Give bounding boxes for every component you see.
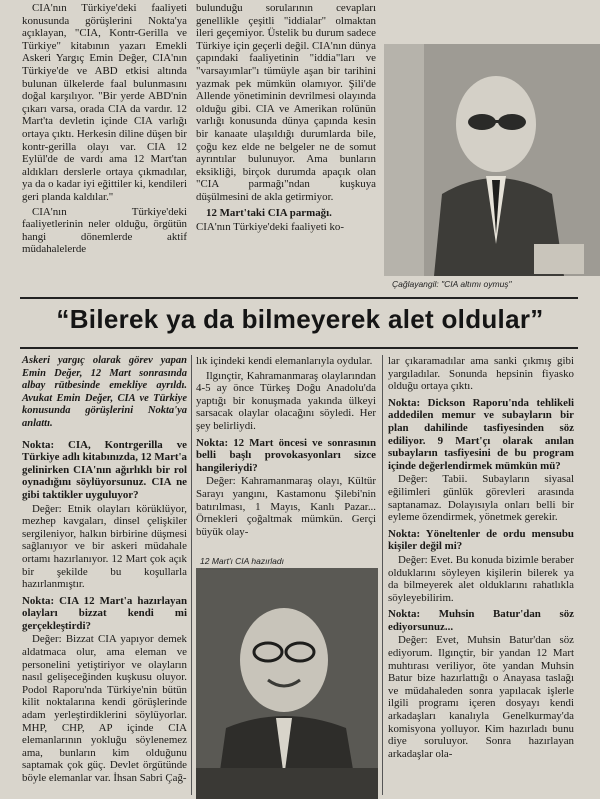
- bottom-column-1: [22, 355, 187, 787]
- question: Nokta: Muhsin Batur'dan söz ediyorsunuz...: [388, 608, 574, 633]
- top-col1-para: CIA'nın Türkiye'deki faaliyetlerinin neler olduğu, örgütün hangi dönemlerde aktif müdahalelerde: [22, 205, 187, 256]
- bottom-column-2: [196, 355, 376, 540]
- answer: Ilgınçtir, Kahramanmaraş olaylarından 4-5 ay önce Türkeş Doğu Anadolu'da yaptığı bir konuşmada yakında ülkeyi sarsacak olaylar olacağını söyledi. Her şey belirliydi.: [196, 369, 376, 432]
- bottom-column-3: [388, 355, 574, 762]
- answer: Değer: Tabii. Subayların siyasal eğilimleri günlük görevleri arasında saptanamaz. Dolayısıyla onları belli bir eylemе özendirmek, yönetmek gerekir.: [388, 473, 574, 524]
- top-col2-para: bulunduğu sorularının cevapları genellikle çeşitli "iddialar" olmaktan ileri geçemiyor. Üstelik bu durum sadece Türkiye için geçerli değil. CIA'nın dünya çapındaki faaliyetinin "iddia"ları ve "varsayımlar"ı tümüyle aşan bir tarihini yazmak pek mümkün olamıyor. Şili'de Allende yönetiminin devrilmesi olayında olduğu gibi. CIA ve Amerikan rolünün varlığı konusunda dünya çapında kesin bir kanaate ulaşıldığı durumlarda bile, çoğu kez elde ne belgeler ne de somut ayrıntılar bulunuyor. Ama bunların eksikliği, birçok durumda apaçık olan "CIA parmağı"ndan kuşkuya düşülmesini de akla getirmiyor.: [196, 2, 376, 203]
- question: Nokta: 12 Mart öncesi ve sonrasının belli başlı provokasyonları sizce hangileriydi?: [196, 436, 376, 474]
- top-col2-tail: CIA'nın Türkiye'deki faaliyeti ko-: [196, 221, 344, 234]
- portrait-photo-caglayangil: [384, 44, 600, 276]
- answer: lar çıkaramadılar ama sanki çıkmış gibi yargıladılar. Sonunda hepsinin fiyasko olduğu ortaya çıktı.: [388, 355, 574, 393]
- top-col2-subhead: 12 Mart'taki CIA parmağı.: [206, 206, 332, 219]
- portrait-image: [384, 44, 600, 276]
- answer: Değer: Etnik olayları körüklüyor, mezhep kavgaları, dinsel çelişkiler sergileniyor, halkın birbirine düşmesi sağlanıyor ve bir askeri müdahale ortamı hazırlanıyor. 12 Mart çok açık bir şekilde bu koşullarla hazırlanmıştır.: [22, 502, 187, 591]
- question: Nokta: Dickson Raporu'nda tehlikeli addedilen memur ve subayların bir plan dahilinde tasfiyesinden söz ediliyor. 9 Mart'çı olarak anılan subayların tasfiyesini de bu program içinde değerlendirmek mümkün mü?: [388, 396, 574, 472]
- top-column-2: [196, 2, 376, 236]
- top-column-1: [22, 2, 187, 258]
- photo-caption-emin-deger: 12 Mart'ı CIA hazırladı: [200, 556, 284, 566]
- lead-paragraph: Askeri yargıç olarak görev yapan Emin Değer, 12 Mart sonrasında albay rütbesinde emekliye ayrıldı. Avukat Emin Değer, CIA ve Türkiye konusunda görüşlerini Nokta'ya anlattı.: [22, 355, 187, 429]
- question: Nokta: Yöneltenler de ordu mensubu kişiler değil mi?: [388, 527, 574, 553]
- article-headline: “Bilerek ya da bilmeyerek alet oldular”: [56, 304, 544, 334]
- portrait-caption: Çağlayangil: "CIA altımı oymuş": [392, 279, 512, 289]
- answer: Değer: Evet, Muhsin Batur'dan söz ediyorum. Ilgınçtir, bir yandan 12 Mart muhtırası veriliyor, öte yandan Muhsin Batur bize hazırlattığı o Anayasa taslağı ve müdahaleden sonra yapılacak işlerle ilgili programı içeren dosyayı kendi arkadaşları kanalıyla Genelkurmay'da komisyona yolluyor. Kim hazırladı bunu diye soruluyor. Sonra hazırlayan arkadaşlar ola-: [388, 634, 574, 760]
- portrait-image: [196, 568, 378, 799]
- question: Nokta: CIA 12 Mart'a hazırlayan olayları bizzat kendi mi gerçekleştirdi?: [22, 594, 187, 632]
- column-divider: [191, 355, 192, 795]
- question: Nokta: CIA, Kontrgerilla ve Türkiye adlı kitabınızda, 12 Mart'a gelinirken CIA'nın ağırlıklı bir rol oynadığını söylüyorsunuz. CIA ne gibi taktikler uyguluyor?: [22, 438, 187, 501]
- portrait-photo-emin-deger: [196, 568, 378, 799]
- column-divider: [382, 355, 383, 795]
- answer: lık içindeki kendi elemanlarıyla oydular.: [196, 355, 373, 367]
- answer: Değer: Bizzat CIA yapıyor demek aldatmaca olur, ama eleman ve personelini yetiştiriyor ve olayların nasıl gelişeceğinden kuşkusu oluyor. Podol Raporu'nda Türkiye'nin bütün kilit noktalarına kendi görüşlerinde adam yerleştirdiklerini söylüyorlar. MHP, CHP, AP içinde CIA elemanlarının yokluğu söylenemez ama, bunların kim olduğunu saptamak çok güç. Devlet örgütünde böyle elemanlar var. İhsan Sabri Çağ-: [22, 633, 187, 784]
- answer: Değer: Kahramanmaraş olayı, Kültür Sarayı yangını, Kastamonu Şilebi'nin batırılması, 1 Mayıs, Kanlı Pazar... Örnekleri çoğaltmak mümkün. Gerçi büyük olay-: [196, 475, 376, 538]
- answer: Değer: Evet. Bu konuda bizimle beraber olduklarını söyleyen kişilerin bilerek ya da bilmeyerek alet olduklarını rahatlıkla söyleyebilirim.: [388, 553, 574, 604]
- top-col1-para: CIA'nın Türkiye'deki faaliyeti konusunda görüşlerini Nokta'ya açıklayan, "CIA, Kontr-Gerilla ve Türkiye" kitabının yazarı Emekli Askeri Yargıç Emin Değer, CIA'nın Türkiye'de ve ABD etkisi altında bulunan ülkelerde faal bulunmasını doğal karşılıyor. "Bir yerde ABD'nin çıkarı varsa, orada CIA da vardır. 12 Mart'ta devletin içinde CIA varlığı ortaya çıktı. Herkesin diline düşen bir kontr-gerilla olayı var. CIA 12 Eylül'de de vardı ama 12 Mart'tan aldıkları derslerle ortaya çıkmadılar, ya da o kadar iyi eğittiler ki, kendileri geri planda kaldılar.": [22, 2, 187, 203]
